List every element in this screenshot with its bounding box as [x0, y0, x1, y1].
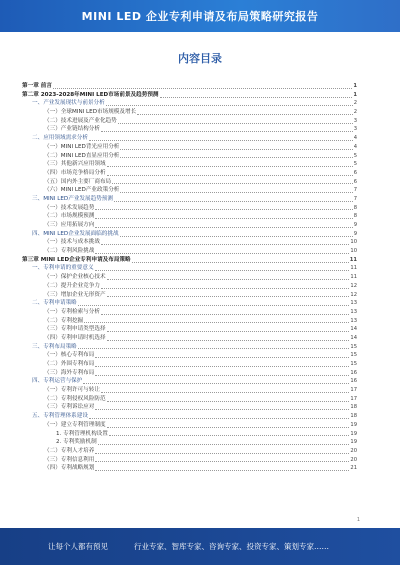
toc-leader-dots: [95, 205, 352, 210]
toc-leader-dots: [83, 379, 349, 384]
toc-entry-page: 15: [350, 352, 357, 359]
report-footer-bar: [0, 528, 400, 565]
toc-entry-page: 3: [353, 117, 357, 124]
toc-entry-page: 13: [350, 317, 357, 324]
toc-entry-title: （三）应用拓展方向: [44, 222, 95, 228]
toc-entry-title: （一）MINI LED背光应用分析: [44, 143, 120, 150]
toc-entry[interactable]: [22, 351, 357, 360]
toc-entry-title: （四）专利申请时机选择: [44, 334, 106, 341]
toc-entry-page: 4: [353, 143, 357, 150]
toc-entry[interactable]: [22, 247, 357, 256]
toc-leader-dots: [95, 214, 352, 219]
toc-entry[interactable]: [22, 230, 357, 239]
toc-entry[interactable]: [22, 360, 357, 369]
toc-leader-dots: [101, 127, 353, 132]
toc-entry-title: （四）专利战略规划: [44, 465, 95, 472]
footer-slogan: 让每个人都有预见: [48, 542, 108, 551]
toc-entry[interactable]: [22, 403, 357, 412]
report-header-bar: [0, 0, 400, 32]
toc-entry[interactable]: [22, 412, 357, 421]
toc-leader-dots: [120, 145, 352, 150]
toc-entry-page: 16: [350, 369, 357, 376]
toc-entry-title: （二）技术进展及产业化趋势: [44, 117, 117, 124]
toc-entry[interactable]: [22, 108, 357, 117]
toc-entry-title: 一、产业发展现状与前景分析: [32, 100, 105, 107]
toc-entry-title: 一、专利申请的重要意义: [32, 265, 94, 272]
page-number: 1: [356, 517, 360, 523]
toc-entry-page: 12: [350, 282, 357, 289]
toc-entry[interactable]: [22, 464, 357, 473]
toc-entry-page: 17: [350, 387, 357, 394]
toc-entry[interactable]: [22, 99, 357, 108]
toc-entry[interactable]: [22, 273, 357, 282]
toc-entry[interactable]: [22, 160, 357, 169]
toc-leader-dots: [95, 371, 349, 376]
toc-leader-dots: [101, 240, 349, 245]
toc-entry-page: 19: [350, 421, 357, 428]
toc-entry-title: （二）专利风险挑战: [44, 248, 95, 255]
toc-entry-title: （三）海外专利布局: [44, 369, 95, 376]
toc-entry-title: （一）全球MINI LED市场规模及增长: [44, 109, 137, 116]
toc-entry-title: （三）专利诉讼应对: [44, 404, 95, 411]
toc-entry[interactable]: [22, 178, 357, 187]
footer-experts: 行业专家、智库专家、咨询专家、投资专家、策划专家……: [134, 542, 329, 551]
toc-entry[interactable]: [22, 82, 357, 91]
toc-leader-dots: [95, 466, 349, 471]
toc-leader-dots: [107, 327, 350, 332]
toc-entry-title: 2. 专利奖励机制: [56, 439, 97, 446]
toc-entry-page: 8: [353, 204, 357, 211]
toc-entry-title: （三）其他新兴应用领域: [44, 161, 106, 168]
toc-entry-title: （一）专利许可与转让: [44, 387, 100, 394]
toc-leader-dots: [53, 84, 352, 89]
toc-entry-page: 14: [350, 334, 357, 341]
toc-entry[interactable]: [22, 325, 357, 334]
toc-entry-title: （四）市场竞争格局分析: [44, 169, 106, 176]
toc-entry-title: 五、专利管理体系建设: [32, 413, 88, 420]
toc-entry-title: （二）MINI LED直显应用分析: [44, 152, 120, 159]
toc-leader-dots: [101, 284, 349, 289]
toc-leader-dots: [95, 353, 349, 358]
toc-entry[interactable]: [22, 456, 357, 465]
toc-entry-page: 10: [350, 248, 357, 255]
toc-entry-title: 第二章 2023-2028年MINI LED市场前景及趋势预测: [22, 91, 159, 98]
toc-entry[interactable]: [22, 308, 357, 317]
toc-entry-title: （二）市场规模预测: [44, 213, 95, 220]
report-title: MINI LED 企业专利申请及布局策略研究报告: [81, 10, 319, 23]
toc-leader-dots: [132, 258, 349, 263]
toc-entry-title: （一）核心专利布局: [44, 352, 95, 359]
toc-entry-page: 19: [350, 439, 357, 446]
toc-entry[interactable]: [22, 377, 357, 386]
toc-entry-title: （三）专利申请类型选择: [44, 326, 106, 333]
toc-leader-dots: [95, 266, 350, 271]
toc-entry[interactable]: [22, 369, 357, 378]
toc-entry[interactable]: [22, 143, 357, 152]
toc-leader-dots: [89, 136, 353, 141]
toc-entry-page: 20: [350, 447, 357, 454]
toc-leader-dots: [107, 336, 350, 341]
toc-entry[interactable]: [22, 282, 357, 291]
toc-entry[interactable]: [22, 204, 357, 213]
toc-entry[interactable]: [22, 395, 357, 404]
toc-leader-dots: [112, 179, 353, 184]
toc-entry-page: 18: [350, 413, 357, 420]
toc-entry-page: 14: [350, 326, 357, 333]
toc-entry-page: 6: [353, 169, 357, 176]
toc-entry-page: 15: [350, 343, 357, 350]
toc-leader-dots: [101, 310, 349, 315]
toc-entry-page: 11: [350, 265, 357, 272]
toc-entry-title: 第一章 前言: [22, 83, 52, 89]
toc-entry[interactable]: [22, 221, 357, 230]
toc-entry-title: 第三章 MINI LED企业专利申请及布局策略: [22, 256, 131, 263]
toc-entry-page: 10: [350, 239, 357, 246]
toc-entry-page: 9: [353, 230, 357, 237]
toc-leader-dots: [101, 388, 349, 393]
toc-entry[interactable]: [22, 343, 357, 352]
toc-leader-dots: [107, 275, 350, 280]
toc-entry-page: 17: [350, 395, 357, 402]
toc-entry-page: 19: [350, 430, 357, 437]
toc-entry-title: （二）专利挖掘: [44, 317, 84, 324]
toc-leader-dots: [95, 405, 349, 410]
toc-entry[interactable]: [22, 238, 357, 247]
toc-entry-page: 15: [350, 361, 357, 367]
toc-entry-title: 四、MINI LED企业发展面临的挑战: [32, 230, 119, 237]
toc-entry-page: 1: [353, 83, 357, 89]
toc-entry-title: （三）专利信息利用: [44, 456, 95, 463]
toc-entry-page: 2: [353, 109, 357, 116]
toc-entry-page: 2: [353, 100, 357, 107]
toc-entry-page: 6: [353, 178, 357, 185]
toc-entry-page: 13: [350, 308, 357, 315]
toc-leader-dots: [107, 162, 353, 167]
toc-entry-title: （一）技术发展趋势: [44, 204, 95, 211]
toc-entry-page: 1: [353, 91, 357, 98]
toc-leader-dots: [109, 431, 350, 436]
toc-entry-title: （五）国内外主要厂商布局: [44, 178, 112, 185]
toc-entry-page: 11: [349, 256, 357, 263]
toc-entry[interactable]: [22, 195, 357, 204]
toc-entry[interactable]: [22, 447, 357, 456]
toc-entry[interactable]: [22, 438, 357, 447]
toc-entry[interactable]: [22, 186, 357, 195]
toc-entry[interactable]: [22, 169, 357, 178]
toc-entry[interactable]: [22, 386, 357, 395]
toc-entry[interactable]: [22, 212, 357, 221]
toc-entry-title: 三、MINI LED产业发展趋势预测: [32, 195, 113, 202]
toc-entry-page: 7: [353, 195, 357, 202]
toc-entry-page: 21: [350, 465, 357, 472]
toc-entry-title: （一）保护企业核心技术: [44, 274, 106, 281]
toc-entry[interactable]: [22, 334, 357, 343]
toc-leader-dots: [107, 171, 353, 176]
toc-leader-dots: [107, 397, 350, 402]
toc-leader-dots: [107, 292, 350, 297]
toc-entry[interactable]: [22, 152, 357, 161]
toc-entry-page: 18: [350, 404, 357, 411]
toc-leader-dots: [95, 457, 349, 462]
toc-entry-title: 1. 专利管理机构设置: [56, 430, 108, 437]
toc-entry-title: 四、专利运营与保护: [32, 378, 83, 385]
toc-leader-dots: [160, 93, 353, 98]
toc-entry-title: 三、专利布局策略: [32, 343, 77, 350]
toc-leader-dots: [89, 414, 349, 419]
toc-leader-dots: [106, 101, 353, 106]
toc-heading: 内容目录: [178, 52, 222, 65]
toc-leader-dots: [95, 449, 349, 454]
toc-entry-page: 16: [350, 378, 357, 385]
toc-entry[interactable]: [22, 91, 357, 100]
toc-leader-dots: [95, 249, 349, 254]
toc-leader-dots: [95, 223, 352, 228]
toc-entry[interactable]: [22, 264, 357, 273]
toc-entry-title: 二、应用领域需求分析: [32, 135, 88, 142]
toc-leader-dots: [137, 110, 353, 115]
toc-entry[interactable]: [22, 291, 357, 300]
toc-leader-dots: [95, 362, 349, 367]
toc-leader-dots: [120, 188, 352, 193]
toc-entry-title: （一）建立专利管理制度: [44, 421, 106, 428]
toc-entry-page: 8: [353, 213, 357, 220]
toc-entry-page: 5: [353, 152, 357, 159]
toc-entry-title: （一）技术与成本挑战: [44, 239, 100, 246]
toc-leader-dots: [120, 153, 352, 158]
toc-entry[interactable]: [22, 299, 357, 308]
toc-entry-title: （三）产业链结构分析: [44, 126, 100, 133]
toc-entry-title: （三）增加企业无形资产: [44, 291, 106, 298]
toc-leader-dots: [78, 301, 350, 306]
toc-entry-page: 4: [353, 135, 357, 142]
toc-leader-dots: [84, 318, 349, 323]
toc-entry-page: 7: [353, 187, 357, 194]
toc-entry[interactable]: [22, 117, 357, 126]
toc-entry[interactable]: [22, 317, 357, 326]
toc-entry-page: 12: [350, 291, 357, 298]
toc-entry-title: （一）专利检索与分析: [44, 308, 100, 315]
toc-entry-title: （二）提升企业竞争力: [44, 282, 100, 289]
toc-entry-page: 20: [350, 456, 357, 463]
toc-leader-dots: [107, 423, 350, 428]
toc-entry-title: （二）专利侵权风险防范: [44, 395, 106, 402]
toc-entry-page: 9: [353, 222, 357, 228]
toc-entry[interactable]: [22, 256, 357, 265]
toc-entry[interactable]: [22, 430, 357, 439]
toc-entry[interactable]: [22, 421, 357, 430]
toc-entry-title: （二）专利人才培养: [44, 447, 95, 454]
toc-entry-title: （六）MINI LED产业政策分析: [44, 187, 120, 194]
toc-leader-dots: [114, 197, 353, 202]
toc-leader-dots: [118, 119, 353, 124]
toc-entry[interactable]: [22, 125, 357, 134]
toc-entry-title: （二）外围专利布局: [44, 361, 95, 367]
toc-entry[interactable]: [22, 134, 357, 143]
toc-entry-page: 3: [353, 126, 357, 133]
toc-leader-dots: [98, 440, 350, 445]
toc-leader-dots: [120, 232, 353, 237]
table-of-contents: [22, 82, 357, 473]
toc-entry-page: 11: [350, 274, 357, 281]
toc-entry-title: 二、专利申请策略: [32, 300, 77, 307]
toc-entry-page: 5: [353, 161, 357, 168]
toc-entry-page: 13: [350, 300, 357, 307]
toc-leader-dots: [78, 344, 350, 349]
